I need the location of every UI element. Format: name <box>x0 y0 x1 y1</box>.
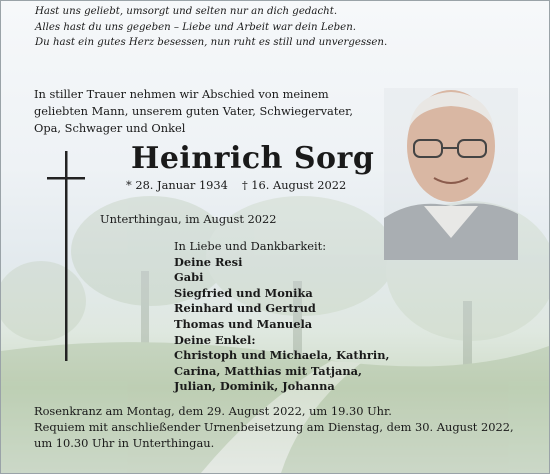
mourner-name: Deine Enkel: <box>174 332 256 347</box>
service-line: Rosenkranz am Montag, dem 29. August 2022, um 19.30 Uhr. <box>34 404 392 418</box>
service-line: Requiem mit anschließender Urnenbeisetzung am Dienstag, dem 30. August 2022, <box>34 419 514 434</box>
deceased-name: Heinrich Sorg <box>131 141 375 176</box>
mourners-list <box>174 239 389 395</box>
poem-line: Hast uns geliebt, umsorgt und selten nur an dich gedacht. <box>35 6 338 17</box>
mourner-name: Siegfried und Monika <box>174 285 313 300</box>
poem-line: Alles hast du uns gegeben – Liebe und Arbeit war dein Leben. <box>35 21 357 33</box>
life-dates <box>126 178 346 192</box>
mourner-name: Carina, Matthias mit Tatjana, <box>174 363 363 378</box>
mourner-name: Reinhard und Gertrud <box>174 301 316 316</box>
mourner-name: Deine Resi <box>174 254 243 269</box>
place-date: Unterthingau, im August 2022 <box>100 212 277 226</box>
mourners-heading: In Liebe und Dankbarkeit: <box>174 239 327 253</box>
intro-text <box>34 86 353 137</box>
service-line: um 10.30 Uhr in Unterthingau. <box>34 435 215 450</box>
intro-line: In stiller Trauer nehmen wir Abschied von meinem <box>34 87 329 101</box>
birth-date: * 28. Januar 1934 <box>126 178 228 192</box>
mourner-name: Julian, Dominik, Johanna <box>174 379 335 394</box>
service-details <box>34 404 514 451</box>
mourner-name: Gabi <box>174 270 204 285</box>
mourner-name: Christoph und Michaela, Kathrin, <box>174 348 390 363</box>
portrait-photo <box>384 88 518 260</box>
poem <box>35 4 387 51</box>
death-date: † 16. August 2022 <box>241 178 347 192</box>
intro-line: geliebten Mann, unserem guten Vater, Schwiegervater, <box>34 104 353 118</box>
poem-line: Du hast ein gutes Herz besessen, nun ruht es still und unvergessen. <box>35 37 388 48</box>
intro-line: Opa, Schwager und Onkel <box>34 121 186 135</box>
cross-icon <box>47 151 87 361</box>
mourner-name: Thomas und Manuela <box>174 316 313 331</box>
